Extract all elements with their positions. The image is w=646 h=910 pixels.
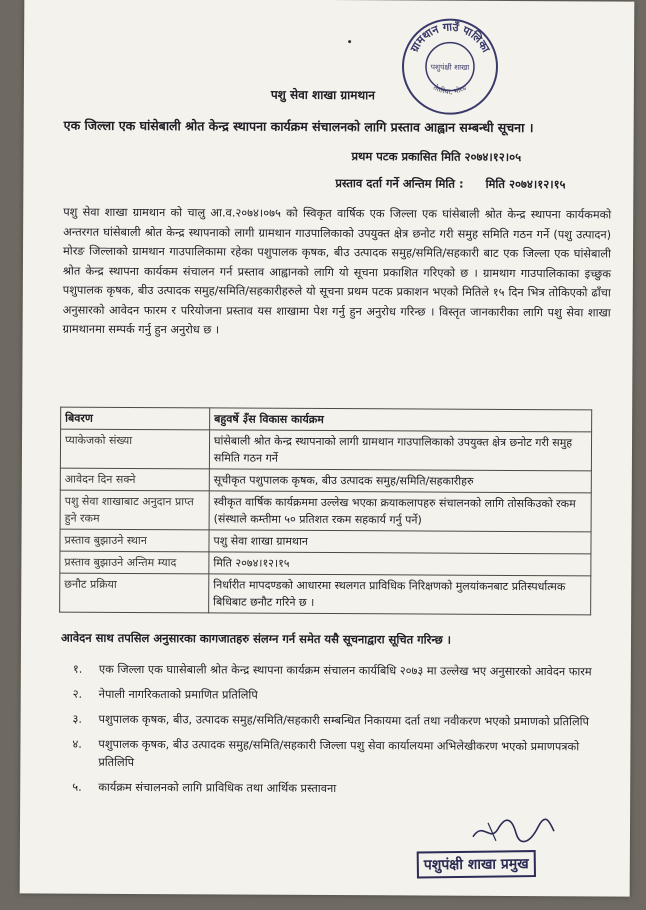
notice-paragraph: पशु सेवा शाखा ग्रामथान को चालु आ.व.२०७४।०७५ को स्विकृत वार्षिक एक जिल्ला एक घांसेबाली श्रोत केन्द्र स्थापना कार्यकमको अन्तरगत घांसेबाली श्रोत केन्द्र स्थापनाको लागी ग्रामथान गाउपालिकाको उपयुक्त क्षेत्र छनोट गरी समुह समिति गठन गर्ने (पशु उत्पादन) मोरङ जिल्लाको ग्रामथान गाउपालिकामा रहेका पशुपालक कृषक, बीउ उत्पादक समुह/समिति/सहकारी बाट एक जिल्ला एक घांसेबाली श्रोत केन्द्र स्थापना कार्यकम संचालन गर्न प्रस्ताव आह्वानको लागि यो सूचना प्रकाशित गरिएको छ । ग्रामथाग गाउपालिकाका इच्छुक पशुपालक कृषक, बीउ उत्पादक समुह/समिति/सहकारीहरुले यो सूचना प्रथम पटक प्रकाशन भएको मितिले १५ दिन भित्र तोकिएको ढाँचा अनुसारको आवेदन फारम र परियोजना प्रस्ताव यस शाखामा पेश गर्नु हुन अनुरोध गरिन्छ । विस्तृत जानकारीका लागि पशु सेवा शाखा ग्रामथानमा सम्पर्क गर्नु हुन अनुरोध छ । (62, 205, 612, 337)
seal-bottom-text: तेतरिया, मोरङ (431, 83, 469, 97)
table-cell-label: प्याकेजको संख्या (60, 429, 209, 469)
table-row (60, 429, 591, 471)
list-item (73, 711, 613, 732)
list-item-text: नेपाली नागरिकताको प्रमाणित प्रतिलिपि (98, 687, 258, 702)
authority-stamp: पशुपंक्षी शाखा प्रमुख (417, 850, 536, 878)
office-name: पशु सेवा शाखा ग्रामथान (270, 87, 375, 103)
list-item (72, 779, 612, 800)
list-item (72, 736, 612, 775)
notice-paper (20, 0, 635, 897)
table-cell-label: छनौट प्रक्रिया (60, 573, 209, 613)
table-cell-label: प्रस्ताव बुझाउने स्थान (60, 529, 209, 552)
table-header-row (61, 407, 592, 432)
seal-inner-text: पशुपंक्षी शाखा (430, 62, 470, 72)
table-cell-label: पशु सेवा शाखाबाट अनुदान प्राप्त हुने रकम (60, 490, 209, 530)
table-cell-value: निर्धारीत मापदण्डको आधारमा स्थलगत प्राविधिक निरिक्षणको मुलयांकनबाट प्रतिस्पर्धात्मक बिधिबाट छनौट गरिने छ । (209, 574, 591, 615)
table-row (60, 529, 591, 554)
last-date-value: मिति २०७४।१२।१५ (485, 176, 566, 192)
office-seal (400, 16, 501, 117)
table-row (60, 468, 591, 493)
table-cell-value: घांसेबाली श्रोत केन्द्र स्थापनाको लागी ग्रामथान गाउपालिकाको उपयुक्त क्षेत्र छनोट गरी समुह समिति गठन गर्ने (209, 430, 591, 471)
list-item (73, 661, 613, 682)
seal-outer-text: ग्रामथान गाउँ पालिका (407, 20, 493, 55)
last-date-label: प्रस्ताव दर्ता गर्ने अन्तिम मिति : (335, 176, 464, 191)
svg-text:ग्रामथान गाउँ पालिका (407, 19, 493, 55)
table-row (60, 573, 591, 615)
required-documents-list (72, 661, 613, 807)
table-row (60, 551, 591, 576)
ink-dot (348, 40, 351, 43)
list-item-number: २. (72, 687, 83, 701)
list-item-text: एक जिल्ला एक घाासेबाली श्रोत केन्द्र स्थापना कार्यक्रम संचालन कार्यबिधि २०७३ मा उल्लेख भए अनुसारको आवेदन फारम (98, 662, 592, 679)
list-item-number: ४. (72, 737, 82, 751)
table-cell-value: स्वीकृत वार्षिक कार्यक्रममा उल्लेख भएका क्रयाकलापहरु संचालनको लागि तोसकिउको रकम (संस्थाले कम्तीमा ५० प्रतिशत रकम सहकार्य गर्नु पर्ने) (209, 491, 591, 532)
list-item-number: १. (72, 662, 83, 676)
first-published-date: प्रथम पटक प्रकासित मिति २०७४।१२।०५ (351, 149, 522, 165)
details-table (59, 407, 592, 616)
table-cell-value: मिति २०७४।१२।१५ (209, 552, 591, 576)
last-submission-date (335, 176, 565, 192)
table-header-cell: बिवरण (61, 407, 210, 430)
list-item (73, 686, 613, 707)
table-cell-label: आवेदन दिन सक्ने (60, 468, 209, 491)
list-item-number: ३. (72, 712, 83, 726)
list-item-number: ५. (72, 780, 82, 794)
list-item-text: पशुपालक कृषक, बीउ, उत्पादक समुह/समिति/सहकारी सम्बन्धित निकायमा दर्ता तथा नवीकरण भएको प्रमाणको प्रतिलिपि (98, 712, 590, 729)
table-cell-label: प्रस्ताव बुझाउने अन्तिम म्याद (60, 551, 209, 574)
signature (468, 813, 558, 849)
table-cell-value: सूचीकृत पशुपालक कृषक, बीउ उत्पादक समुह/समिति/सहकारीहरु (209, 469, 591, 493)
table-header-cell: बहुवर्षे ३ँस विकास कार्यक्रम (210, 408, 592, 432)
table-cell-value: पशु सेवा शाखा ग्रामथान (209, 530, 591, 554)
svg-text:तेतरिया, मोरङ (432, 82, 469, 96)
list-item-text: पशुपालक कृषक, बीउ उत्पादक समुह/समिति/सहकारी जिल्ला पशु सेवा कार्यालयमा अभिलेखीकरण भएको प्रमाणपत्रको प्रतिलिपि (98, 737, 580, 769)
attachment-note: आवेदन साथ तपसिल अनुसारका कागजातहरु संलग्न गर्न समेत यसै सूचनाद्वारा सूचित गरिन्छ । (60, 630, 452, 647)
list-item-text: कार्यक्रम संचालनको लागि प्राविधिक तथा आर्थिक प्रस्तावना (98, 780, 337, 796)
notice-subject: एक जिल्ला एक घांसेबाली श्रोत केन्द्र स्थापना कार्यक्रम संचालनको लागि प्रस्ताव आह्वान सम्बन्धी सूचना । (63, 117, 534, 136)
table-row (60, 490, 591, 532)
